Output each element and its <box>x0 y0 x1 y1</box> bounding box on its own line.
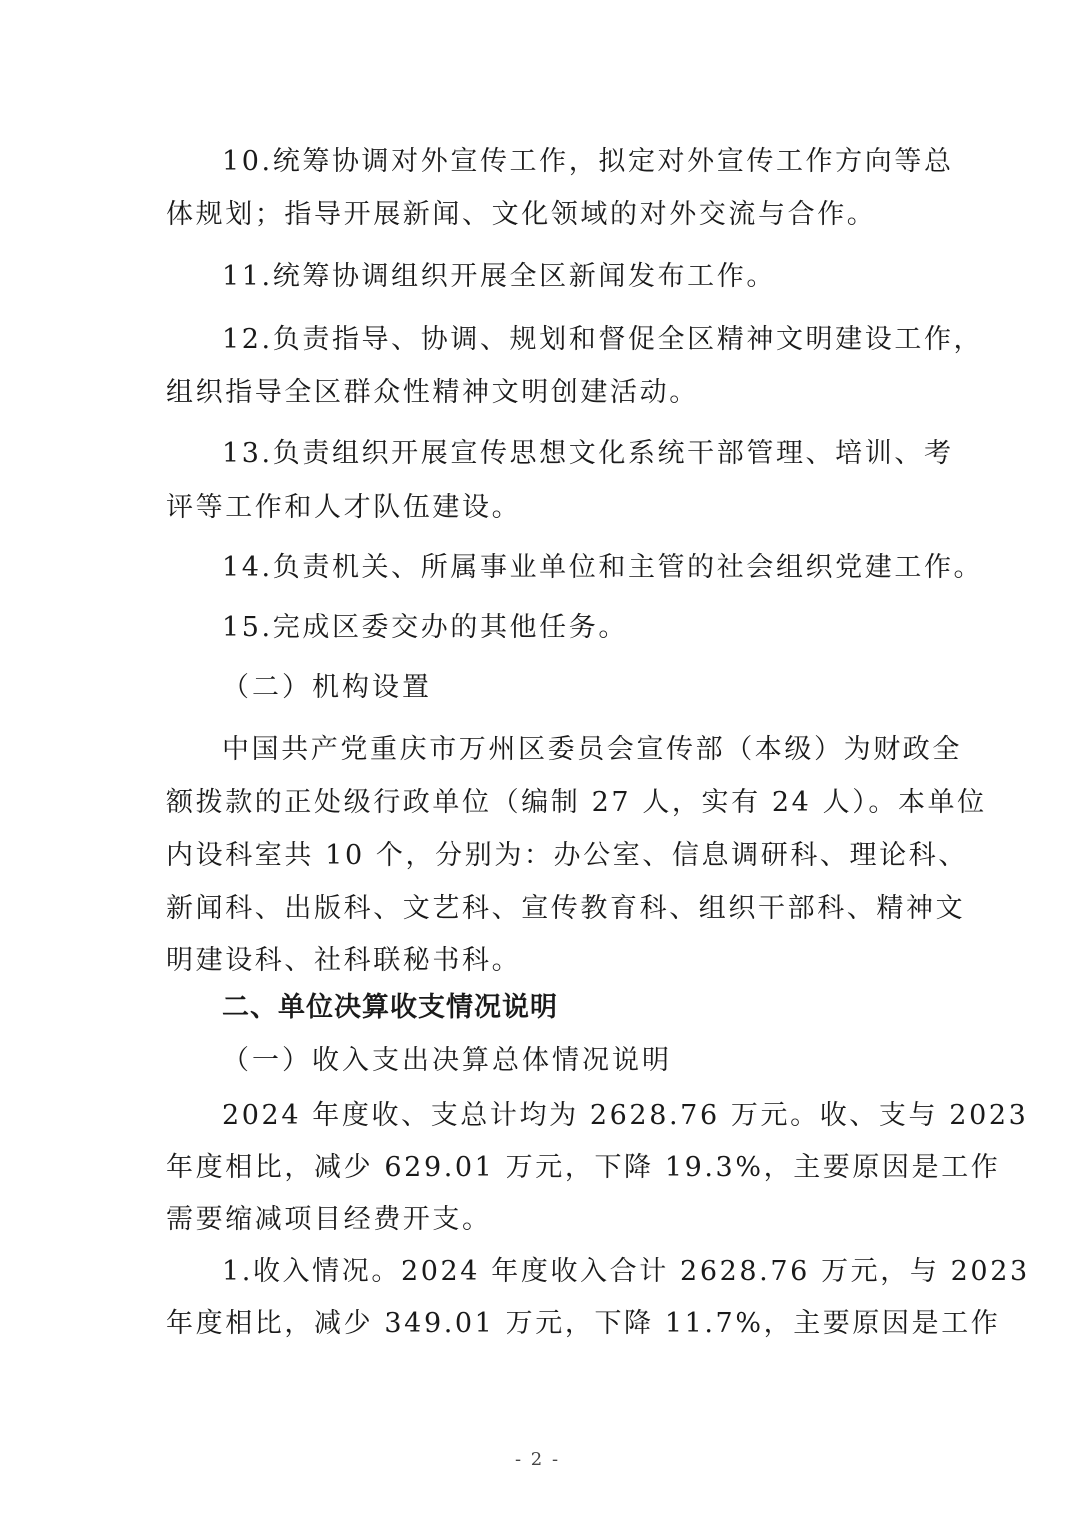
paragraph-line: 14.负责机关、所属事业单位和主管的社会组织党建工作。 <box>222 552 984 583</box>
paragraph-line: 10.统筹协调对外宣传工作，拟定对外宣传工作方向等总 <box>222 146 954 177</box>
paragraph-line: 12.负责指导、协调、规划和督促全区精神文明建设工作， <box>222 324 984 355</box>
paragraph-line: 13.负责组织开展宣传思想文化系统干部管理、培训、考 <box>222 438 954 469</box>
paragraph-line: 明建设科、社科联秘书科。 <box>166 945 522 976</box>
section-heading-overview: （一）收入支出决算总体情况说明 <box>222 1045 672 1076</box>
paragraph-line: 年度相比，减少 629.01 万元，下降 19.3%，主要原因是工作 <box>166 1152 1001 1183</box>
paragraph-line: 评等工作和人才队伍建设。 <box>166 492 522 523</box>
paragraph-line: 额拨款的正处级行政单位（编制 27 人，实有 24 人）。本单位 <box>166 787 987 818</box>
paragraph-line: 1.收入情况。2024 年度收入合计 2628.76 万元，与 2023 <box>222 1256 1030 1287</box>
paragraph-line: 11.统筹协调组织开展全区新闻发布工作。 <box>222 261 776 292</box>
paragraph-line: 15.完成区委交办的其他任务。 <box>222 612 628 643</box>
paragraph-line: 内设科室共 10 个，分别为：办公室、信息调研科、理论科、 <box>166 840 968 871</box>
paragraph-line: 组织指导全区群众性精神文明创建活动。 <box>166 377 699 408</box>
paragraph-line: 年度相比，减少 349.01 万元，下降 11.7%，主要原因是工作 <box>166 1308 1001 1339</box>
paragraph-line: 新闻科、出版科、文艺科、宣传教育科、组织干部科、精神文 <box>166 893 966 924</box>
paragraph-line: 需要缩减项目经费开支。 <box>166 1204 492 1235</box>
section-heading-institution: （二）机构设置 <box>222 672 432 703</box>
paragraph-line: 体规划；指导开展新闻、文化领域的对外交流与合作。 <box>166 199 877 230</box>
page-number: - 2 - <box>514 1449 561 1470</box>
section-heading-main: 二、单位决算收支情况说明 <box>222 992 558 1023</box>
paragraph-line: 中国共产党重庆市万州区委员会宣传部（本级）为财政全 <box>222 734 962 765</box>
paragraph-line: 2024 年度收、支总计均为 2628.76 万元。收、支与 2023 <box>222 1100 1029 1131</box>
